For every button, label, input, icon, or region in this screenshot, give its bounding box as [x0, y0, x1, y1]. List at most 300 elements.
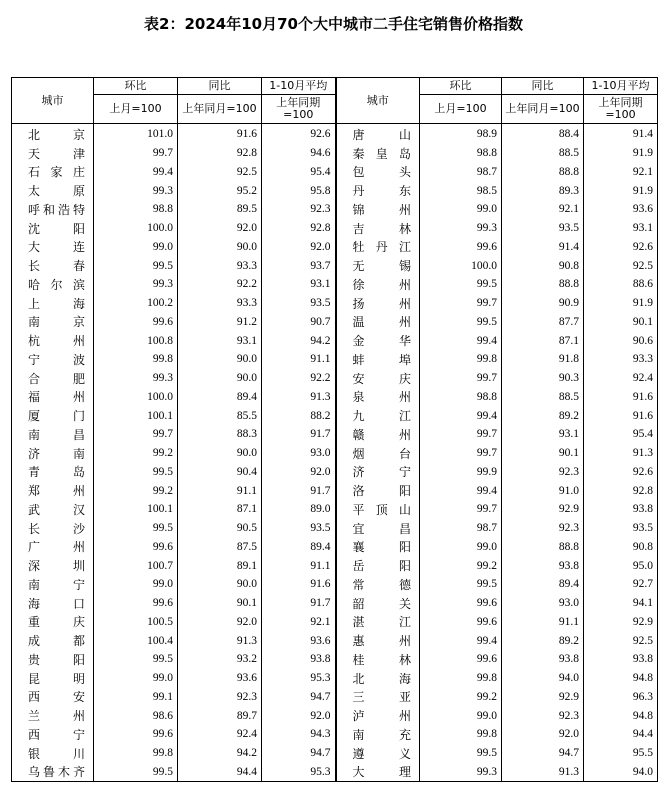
avg-cell-left: 93.7: [262, 256, 336, 275]
avg-cell-right: 92.9: [584, 613, 658, 632]
yoy-cell-left: 92.0: [178, 219, 262, 238]
mom-cell-left: 100.4: [94, 631, 178, 650]
city-cell-left: 大连: [12, 238, 94, 257]
mom-cell-right: 99.5: [420, 575, 502, 594]
city-cell-right: 南充: [336, 725, 420, 744]
city-cell-left: 石家庄: [12, 163, 94, 182]
yoy-cell-right: 87.1: [502, 331, 584, 350]
table-row: [12, 594, 658, 613]
yoy-cell-left: 95.2: [178, 181, 262, 200]
mom-cell-right: 99.4: [420, 331, 502, 350]
mom-subheader-right: 上月=100: [420, 95, 502, 124]
avg-cell-left: 89.4: [262, 538, 336, 557]
mom-cell-left: 99.5: [94, 650, 178, 669]
avg-cell-right: 94.8: [584, 706, 658, 725]
table-row: [12, 238, 658, 257]
yoy-cell-left: 92.8: [178, 144, 262, 163]
mom-cell-right: 99.3: [420, 763, 502, 782]
yoy-cell-right: 91.8: [502, 350, 584, 369]
yoy-cell-left: 87.1: [178, 500, 262, 519]
avg-cell-right: 93.8: [584, 650, 658, 669]
city-cell-right: 韶关: [336, 594, 420, 613]
avg-cell-right: 94.0: [584, 763, 658, 782]
city-cell-right: 秦皇岛: [336, 144, 420, 163]
city-cell-right: 无锡: [336, 256, 420, 275]
city-cell-right: 平顶山: [336, 500, 420, 519]
yoy-cell-left: 87.5: [178, 538, 262, 557]
avg-cell-right: 91.9: [584, 144, 658, 163]
avg-cell-right: 91.4: [584, 124, 658, 144]
avg-cell-left: 94.7: [262, 744, 336, 763]
yoy-cell-right: 89.2: [502, 631, 584, 650]
yoy-cell-left: 91.3: [178, 631, 262, 650]
avg-cell-right: 91.9: [584, 181, 658, 200]
avg-subheader-left: 上年同期=100: [262, 95, 336, 124]
avg-cell-right: 92.6: [584, 238, 658, 257]
city-cell-left: 杭州: [12, 331, 94, 350]
mom-cell-right: 99.0: [420, 200, 502, 219]
avg-cell-right: 91.6: [584, 406, 658, 425]
mom-cell-right: 99.7: [420, 294, 502, 313]
city-cell-left: 太原: [12, 181, 94, 200]
city-cell-right: 赣州: [336, 425, 420, 444]
mom-cell-left: 99.3: [94, 275, 178, 294]
mom-cell-left: 100.2: [94, 294, 178, 313]
yoy-subheader-left: 上年同月=100: [178, 95, 262, 124]
city-cell-left: 武汉: [12, 500, 94, 519]
yoy-cell-right: 93.5: [502, 219, 584, 238]
yoy-cell-left: 90.0: [178, 575, 262, 594]
table-row: [12, 613, 658, 632]
city-cell-left: 长沙: [12, 519, 94, 538]
mom-cell-right: 100.0: [420, 256, 502, 275]
avg-cell-right: 96.3: [584, 688, 658, 707]
mom-subheader-left: 上月=100: [94, 95, 178, 124]
yoy-cell-left: 91.6: [178, 124, 262, 144]
mom-cell-left: 99.7: [94, 425, 178, 444]
avg-cell-left: 93.1: [262, 275, 336, 294]
mom-cell-right: 99.3: [420, 219, 502, 238]
avg-cell-left: 91.3: [262, 388, 336, 407]
yoy-cell-left: 92.0: [178, 613, 262, 632]
mom-cell-left: 99.8: [94, 350, 178, 369]
table-row: [12, 275, 658, 294]
mom-cell-right: 99.6: [420, 650, 502, 669]
yoy-cell-right: 89.4: [502, 575, 584, 594]
yoy-cell-left: 85.5: [178, 406, 262, 425]
city-cell-left: 重庆: [12, 613, 94, 632]
city-cell-left: 郑州: [12, 481, 94, 500]
city-cell-right: 泸州: [336, 706, 420, 725]
city-cell-right: 安庆: [336, 369, 420, 388]
avg-cell-left: 92.0: [262, 706, 336, 725]
table-body: [12, 124, 658, 782]
table-row: [12, 256, 658, 275]
city-cell-left: 银川: [12, 744, 94, 763]
avg-cell-right: 92.7: [584, 575, 658, 594]
city-cell-right: 泉州: [336, 388, 420, 407]
city-cell-right: 北海: [336, 669, 420, 688]
table-row: [12, 124, 658, 144]
yoy-cell-right: 88.8: [502, 275, 584, 294]
mom-cell-left: 100.0: [94, 388, 178, 407]
city-cell-right: 襄阳: [336, 538, 420, 557]
city-cell-left: 南昌: [12, 425, 94, 444]
table-row: [12, 369, 658, 388]
city-cell-left: 宁波: [12, 350, 94, 369]
avg-cell-right: 92.5: [584, 631, 658, 650]
avg-cell-right: 88.6: [584, 275, 658, 294]
avg-cell-left: 90.7: [262, 313, 336, 332]
yoy-cell-right: 88.8: [502, 538, 584, 557]
yoy-cell-left: 90.0: [178, 369, 262, 388]
yoy-cell-right: 93.0: [502, 594, 584, 613]
avg-cell-left: 94.7: [262, 688, 336, 707]
yoy-cell-left: 92.2: [178, 275, 262, 294]
mom-cell-left: 101.0: [94, 124, 178, 144]
table-row: [12, 538, 658, 557]
avg-cell-left: 93.5: [262, 519, 336, 538]
city-cell-right: 常德: [336, 575, 420, 594]
avg-cell-right: 95.4: [584, 425, 658, 444]
yoy-header-left: 同比: [178, 78, 262, 95]
table-row: [12, 444, 658, 463]
city-cell-left: 沈阳: [12, 219, 94, 238]
yoy-cell-right: 89.3: [502, 181, 584, 200]
city-cell-left: 上海: [12, 294, 94, 313]
yoy-cell-left: 90.0: [178, 350, 262, 369]
yoy-cell-right: 94.7: [502, 744, 584, 763]
mom-cell-right: 98.7: [420, 519, 502, 538]
yoy-cell-left: 92.5: [178, 163, 262, 182]
yoy-cell-left: 88.3: [178, 425, 262, 444]
yoy-cell-right: 88.5: [502, 144, 584, 163]
avg-cell-right: 92.6: [584, 463, 658, 482]
yoy-cell-left: 93.1: [178, 331, 262, 350]
city-cell-left: 兰州: [12, 706, 94, 725]
yoy-cell-right: 93.1: [502, 425, 584, 444]
city-cell-left: 合肥: [12, 369, 94, 388]
avg-cell-right: 93.8: [584, 500, 658, 519]
avg-cell-right: 91.6: [584, 388, 658, 407]
avg-cell-left: 91.6: [262, 575, 336, 594]
yoy-cell-right: 91.4: [502, 238, 584, 257]
yoy-cell-left: 92.3: [178, 688, 262, 707]
mom-cell-left: 100.1: [94, 406, 178, 425]
yoy-cell-left: 89.5: [178, 200, 262, 219]
yoy-cell-left: 89.7: [178, 706, 262, 725]
table-row: [12, 481, 658, 500]
mom-cell-right: 99.2: [420, 556, 502, 575]
table-row: [12, 519, 658, 538]
avg-cell-left: 95.3: [262, 763, 336, 782]
yoy-cell-left: 90.0: [178, 444, 262, 463]
city-cell-left: 长春: [12, 256, 94, 275]
city-cell-left: 乌鲁木齐: [12, 763, 94, 782]
yoy-cell-right: 88.8: [502, 163, 584, 182]
mom-cell-right: 99.8: [420, 725, 502, 744]
table-row: [12, 463, 658, 482]
table-row: [12, 350, 658, 369]
avg-cell-left: 94.2: [262, 331, 336, 350]
city-cell-right: 洛阳: [336, 481, 420, 500]
city-cell-right: 湛江: [336, 613, 420, 632]
city-cell-left: 哈尔滨: [12, 275, 94, 294]
yoy-cell-left: 90.0: [178, 238, 262, 257]
yoy-cell-right: 92.3: [502, 706, 584, 725]
table-row: [12, 744, 658, 763]
table-row: [12, 575, 658, 594]
city-cell-right: 岳阳: [336, 556, 420, 575]
mom-cell-left: 99.5: [94, 519, 178, 538]
avg-cell-right: 94.8: [584, 669, 658, 688]
table-row: [12, 388, 658, 407]
mom-cell-right: 99.5: [420, 313, 502, 332]
city-cell-right: 唐山: [336, 124, 420, 144]
avg-cell-right: 93.3: [584, 350, 658, 369]
yoy-cell-right: 89.2: [502, 406, 584, 425]
mom-cell-left: 99.5: [94, 463, 178, 482]
city-cell-right: 牡丹江: [336, 238, 420, 257]
yoy-cell-right: 91.1: [502, 613, 584, 632]
mom-cell-left: 99.2: [94, 481, 178, 500]
mom-cell-right: 99.6: [420, 613, 502, 632]
mom-cell-left: 99.6: [94, 313, 178, 332]
table-row: [12, 200, 658, 219]
avg-cell-left: 91.1: [262, 556, 336, 575]
table-row: [12, 725, 658, 744]
table-row: [12, 406, 658, 425]
city-cell-left: 青岛: [12, 463, 94, 482]
yoy-cell-left: 93.3: [178, 256, 262, 275]
city-cell-right: 遵义: [336, 744, 420, 763]
avg-cell-right: 91.3: [584, 444, 658, 463]
avg-cell-right: 93.5: [584, 519, 658, 538]
table-row: [12, 706, 658, 725]
mom-cell-right: 99.7: [420, 500, 502, 519]
city-header-left: 城市: [12, 78, 94, 124]
page-title: 表2：2024年10月70个大中城市二手住宅销售价格指数: [144, 15, 523, 33]
city-cell-right: 吉林: [336, 219, 420, 238]
avg-cell-right: 94.4: [584, 725, 658, 744]
mom-cell-left: 100.1: [94, 500, 178, 519]
avg-cell-left: 93.5: [262, 294, 336, 313]
mom-cell-right: 99.6: [420, 594, 502, 613]
avg-cell-right: 95.5: [584, 744, 658, 763]
mom-cell-right: 99.9: [420, 463, 502, 482]
yoy-cell-left: 93.2: [178, 650, 262, 669]
yoy-cell-left: 92.4: [178, 725, 262, 744]
city-cell-right: 温州: [336, 313, 420, 332]
city-cell-right: 三亚: [336, 688, 420, 707]
table-row: [12, 650, 658, 669]
mom-cell-left: 98.6: [94, 706, 178, 725]
avg-cell-left: 92.3: [262, 200, 336, 219]
avg-cell-left: 91.1: [262, 350, 336, 369]
mom-cell-right: 99.7: [420, 369, 502, 388]
mom-cell-left: 99.4: [94, 163, 178, 182]
mom-cell-right: 99.7: [420, 425, 502, 444]
mom-cell-left: 99.0: [94, 238, 178, 257]
table-row: [12, 763, 658, 782]
yoy-subheader-right: 上年同月=100: [502, 95, 584, 124]
mom-cell-left: 99.8: [94, 744, 178, 763]
yoy-cell-left: 89.4: [178, 388, 262, 407]
city-cell-right: 大理: [336, 763, 420, 782]
avg-cell-left: 91.7: [262, 481, 336, 500]
city-cell-left: 西宁: [12, 725, 94, 744]
city-cell-left: 南宁: [12, 575, 94, 594]
mom-cell-right: 99.7: [420, 444, 502, 463]
mom-cell-right: 99.8: [420, 350, 502, 369]
mom-cell-left: 99.7: [94, 144, 178, 163]
mom-cell-right: 99.0: [420, 706, 502, 725]
yoy-cell-left: 94.4: [178, 763, 262, 782]
avg-cell-right: 90.6: [584, 331, 658, 350]
avg-subheader-right: 上年同期=100: [584, 95, 658, 124]
yoy-cell-right: 91.0: [502, 481, 584, 500]
mom-cell-right: 98.5: [420, 181, 502, 200]
yoy-cell-right: 94.0: [502, 669, 584, 688]
price-index-table: [11, 77, 658, 782]
yoy-cell-right: 88.4: [502, 124, 584, 144]
city-cell-right: 徐州: [336, 275, 420, 294]
city-cell-left: 南京: [12, 313, 94, 332]
city-cell-right: 烟台: [336, 444, 420, 463]
avg-cell-left: 88.2: [262, 406, 336, 425]
avg-cell-left: 92.8: [262, 219, 336, 238]
avg-cell-right: 92.1: [584, 163, 658, 182]
avg-cell-right: 93.1: [584, 219, 658, 238]
avg-cell-right: 92.8: [584, 481, 658, 500]
mom-cell-left: 100.7: [94, 556, 178, 575]
mom-cell-left: 99.6: [94, 538, 178, 557]
mom-cell-left: 99.5: [94, 763, 178, 782]
city-cell-left: 成都: [12, 631, 94, 650]
mom-cell-left: 98.8: [94, 200, 178, 219]
yoy-cell-left: 91.1: [178, 481, 262, 500]
mom-header-left: 环比: [94, 78, 178, 95]
avg-cell-right: 90.8: [584, 538, 658, 557]
mom-cell-left: 99.3: [94, 369, 178, 388]
yoy-cell-right: 90.9: [502, 294, 584, 313]
city-cell-right: 桂林: [336, 650, 420, 669]
mom-cell-left: 99.3: [94, 181, 178, 200]
mom-header-right: 环比: [420, 78, 502, 95]
city-cell-right: 丹东: [336, 181, 420, 200]
avg-cell-left: 91.7: [262, 425, 336, 444]
mom-cell-right: 98.8: [420, 388, 502, 407]
yoy-cell-right: 92.9: [502, 688, 584, 707]
table-row: [12, 331, 658, 350]
avg-cell-left: 95.8: [262, 181, 336, 200]
mom-cell-right: 99.8: [420, 669, 502, 688]
yoy-cell-right: 87.7: [502, 313, 584, 332]
table-row: [12, 219, 658, 238]
avg-cell-left: 93.8: [262, 650, 336, 669]
table-row: [12, 425, 658, 444]
avg-cell-left: 92.0: [262, 463, 336, 482]
yoy-cell-right: 92.0: [502, 725, 584, 744]
yoy-cell-right: 93.8: [502, 556, 584, 575]
avg-cell-right: 93.6: [584, 200, 658, 219]
table-row: [12, 294, 658, 313]
avg-cell-left: 91.7: [262, 594, 336, 613]
mom-cell-right: 98.9: [420, 124, 502, 144]
table-row: [12, 669, 658, 688]
yoy-cell-right: 88.5: [502, 388, 584, 407]
table-row: [12, 144, 658, 163]
avg-cell-right: 95.0: [584, 556, 658, 575]
city-cell-left: 西安: [12, 688, 94, 707]
table-row: [12, 181, 658, 200]
avg-cell-left: 89.0: [262, 500, 336, 519]
city-cell-left: 广州: [12, 538, 94, 557]
avg-cell-left: 92.0: [262, 238, 336, 257]
city-cell-left: 贵阳: [12, 650, 94, 669]
avg-cell-right: 94.1: [584, 594, 658, 613]
avg-cell-left: 95.3: [262, 669, 336, 688]
city-cell-right: 济宁: [336, 463, 420, 482]
city-cell-left: 昆明: [12, 669, 94, 688]
mom-cell-left: 99.1: [94, 688, 178, 707]
yoy-cell-right: 93.8: [502, 650, 584, 669]
yoy-header-right: 同比: [502, 78, 584, 95]
avg-cell-left: 92.1: [262, 613, 336, 632]
city-cell-right: 包头: [336, 163, 420, 182]
city-cell-left: 深圳: [12, 556, 94, 575]
yoy-cell-left: 94.2: [178, 744, 262, 763]
yoy-cell-right: 90.3: [502, 369, 584, 388]
city-cell-left: 天津: [12, 144, 94, 163]
table-row: [12, 313, 658, 332]
avg-cell-right: 92.5: [584, 256, 658, 275]
mom-cell-right: 99.2: [420, 688, 502, 707]
city-cell-right: 蚌埠: [336, 350, 420, 369]
yoy-cell-right: 92.3: [502, 463, 584, 482]
yoy-cell-right: 90.8: [502, 256, 584, 275]
avg-cell-left: 93.0: [262, 444, 336, 463]
table-row: [12, 500, 658, 519]
mom-cell-left: 99.6: [94, 725, 178, 744]
city-cell-left: 厦门: [12, 406, 94, 425]
avg-cell-right: 91.9: [584, 294, 658, 313]
mom-cell-left: 99.2: [94, 444, 178, 463]
mom-cell-left: 100.8: [94, 331, 178, 350]
city-cell-right: 九江: [336, 406, 420, 425]
yoy-cell-right: 92.3: [502, 519, 584, 538]
yoy-cell-right: 90.1: [502, 444, 584, 463]
mom-cell-right: 99.4: [420, 481, 502, 500]
city-cell-left: 海口: [12, 594, 94, 613]
city-cell-right: 扬州: [336, 294, 420, 313]
avg-cell-left: 94.3: [262, 725, 336, 744]
avg-cell-right: 92.4: [584, 369, 658, 388]
mom-cell-left: 100.5: [94, 613, 178, 632]
city-cell-left: 呼和浩特: [12, 200, 94, 219]
yoy-cell-left: 93.6: [178, 669, 262, 688]
avg-cell-left: 92.2: [262, 369, 336, 388]
avg-cell-left: 95.4: [262, 163, 336, 182]
city-cell-left: 福州: [12, 388, 94, 407]
table-row: [12, 556, 658, 575]
mom-cell-right: 99.4: [420, 631, 502, 650]
avg-cell-right: 90.1: [584, 313, 658, 332]
mom-cell-right: 98.7: [420, 163, 502, 182]
table-row: [12, 163, 658, 182]
mom-cell-right: 99.0: [420, 538, 502, 557]
mom-cell-right: 99.5: [420, 275, 502, 294]
